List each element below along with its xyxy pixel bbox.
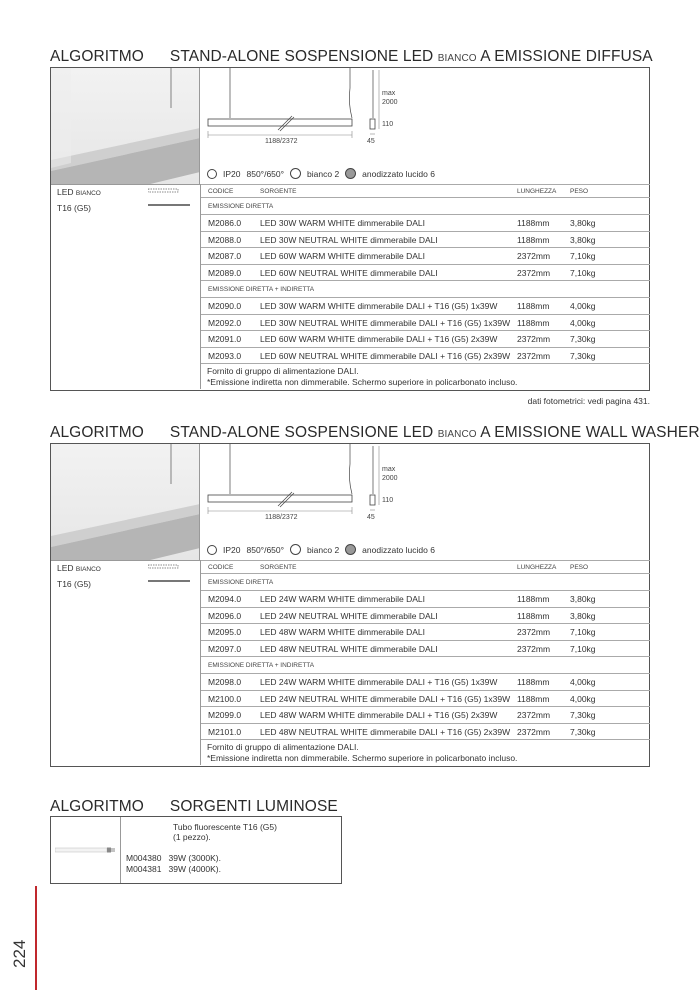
white-swatch-icon [290,168,301,179]
column-divider [120,817,121,883]
table-row: M2100.0 LED 24W NEUTRAL WHITE dimmerabile DALI + T16 (G5) 1x39W 1188mm 4,00kg [201,690,650,707]
spec-row-2 [207,544,435,555]
table-row: M2099.0 LED 48W WARM WHITE dimmerabile DALI + T16 (G5) 2x39W 2372mm 7,30kg [201,706,650,723]
dim-height: 110 [382,497,394,504]
notes-1: Fornito di gruppo di alimentazione DALI. *Emissione indiretta non dimmerabile. Schermo superiore in policarbonato incluso. [207,366,518,387]
source-description: Tubo fluorescente T16 (G5) (1 pezzo). [173,822,277,842]
group-label: EMISSIONE DIRETTA [201,197,650,214]
finish-white: bianco 2 [307,168,340,179]
dim-length: 1188/2372 [265,514,298,521]
photometric-ref: dati fotometrici: vedi pagina 431. [527,396,650,406]
beam-angle: 850°/650° [246,168,285,179]
table-row: M2086.0 LED 30W WARM WHITE dimmerabile DALI 1188mm 3,80kg [201,214,650,231]
ip-rating: IP20 [223,168,241,179]
spec-row-1 [207,168,435,179]
finish-anodized: anodizzato lucido 6 [362,168,435,179]
beam-angle: 850°/650° [246,544,285,555]
table-row: M2095.0 LED 48W WARM WHITE dimmerabile DALI 2372mm 7,10kg [201,623,650,640]
table-row: M2087.0 LED 60W WARM WHITE dimmerabile DALI 2372mm 7,10kg [201,247,650,264]
group-label: EMISSIONE DIRETTA + INDIRETTA [201,656,650,673]
left-labels-1: LED BIANCO T16 (G5) [57,187,101,213]
dim-max-value: 2000 [382,475,398,482]
finish-white: bianco 2 [307,544,340,555]
dim-height: 110 [382,121,394,128]
list-item: M004380 39W (3000K). [126,853,221,863]
product-table-2 [200,560,650,765]
table-header: CODICE SORGENTE LUNGHEZZA PESO [201,560,650,573]
dim-max-label: max [382,466,396,473]
anodized-swatch-icon [345,168,356,179]
table-header: CODICE SORGENTE LUNGHEZZA PESO [201,184,650,197]
dim-max-label: max [382,90,396,97]
table-row: M2089.0 LED 60W NEUTRAL WHITE dimmerabile DALI 2372mm 7,10kg [201,264,650,281]
dim-width: 45 [367,514,375,521]
table-row: M2101.0 LED 48W NEUTRAL WHITE dimmerabile DALI + T16 (G5) 2x39W 2372mm 7,30kg [201,723,650,740]
led-strip-icon [148,188,190,208]
white-swatch-icon [290,544,301,555]
led-strip-icon [148,564,190,584]
table-row: M2091.0 LED 60W WARM WHITE dimmerabile DALI + T16 (G5) 2x39W 2372mm 7,30kg [201,330,650,347]
product-photo-1 [51,68,200,185]
table-row: M2097.0 LED 48W NEUTRAL WHITE dimmerabile DALI 2372mm 7,10kg [201,640,650,657]
ground-icon [207,169,217,179]
table-row: M2093.0 LED 60W NEUTRAL WHITE dimmerabile DALI + T16 (G5) 2x39W 2372mm 7,30kg [201,347,650,364]
group-label: EMISSIONE DIRETTA + INDIRETTA [201,280,650,297]
table-row: M2098.0 LED 24W WARM WHITE dimmerabile DALI + T16 (G5) 1x39W 1188mm 4,00kg [201,673,650,690]
table-row: M2094.0 LED 24W WARM WHITE dimmerabile DALI 1188mm 3,80kg [201,590,650,607]
finish-anodized: anodizzato lucido 6 [362,544,435,555]
page-marker-bar [35,886,37,990]
group-label: EMISSIONE DIRETTA [201,573,650,590]
product-photo-2 [51,444,200,561]
section2-title: ALGORITMO STAND-ALONE SOSPENSIONE LED BIANCO A EMISSIONE WALL WASHER [50,424,700,441]
dim-max-value: 2000 [382,99,398,106]
table-row: M2092.0 LED 30W NEUTRAL WHITE dimmerabile DALI + T16 (G5) 1x39W 1188mm 4,00kg [201,314,650,331]
section1-title: ALGORITMO STAND-ALONE SOSPENSIONE LED BIANCO A EMISSIONE DIFFUSA [50,48,653,65]
light-sources-box [50,816,342,884]
section1-box [50,67,650,391]
table-row: M2096.0 LED 24W NEUTRAL WHITE dimmerabile DALI 1188mm 3,80kg [201,607,650,624]
page-number: 224 [10,939,29,968]
ground-icon [207,545,217,555]
table-row: M2088.0 LED 30W NEUTRAL WHITE dimmerabile DALI 1188mm 3,80kg [201,231,650,248]
left-labels-2: LED BIANCO T16 (G5) [57,563,101,589]
dim-width: 45 [367,138,375,145]
anodized-swatch-icon [345,544,356,555]
product-table-1 [200,184,650,389]
fluorescent-tube-icon [55,845,117,855]
notes-2: Fornito di gruppo di alimentazione DALI. *Emissione indiretta non dimmerabile. Schermo superiore in policarbonato incluso. [207,742,518,763]
section3-title: ALGORITMO SORGENTI LUMINOSE [50,798,338,815]
section2-box [50,443,650,767]
dim-length: 1188/2372 [265,138,298,145]
list-item: M004381 39W (4000K). [126,864,221,874]
table-row: M2090.0 LED 30W WARM WHITE dimmerabile DALI + T16 (G5) 1x39W 1188mm 4,00kg [201,297,650,314]
ip-rating: IP20 [223,544,241,555]
